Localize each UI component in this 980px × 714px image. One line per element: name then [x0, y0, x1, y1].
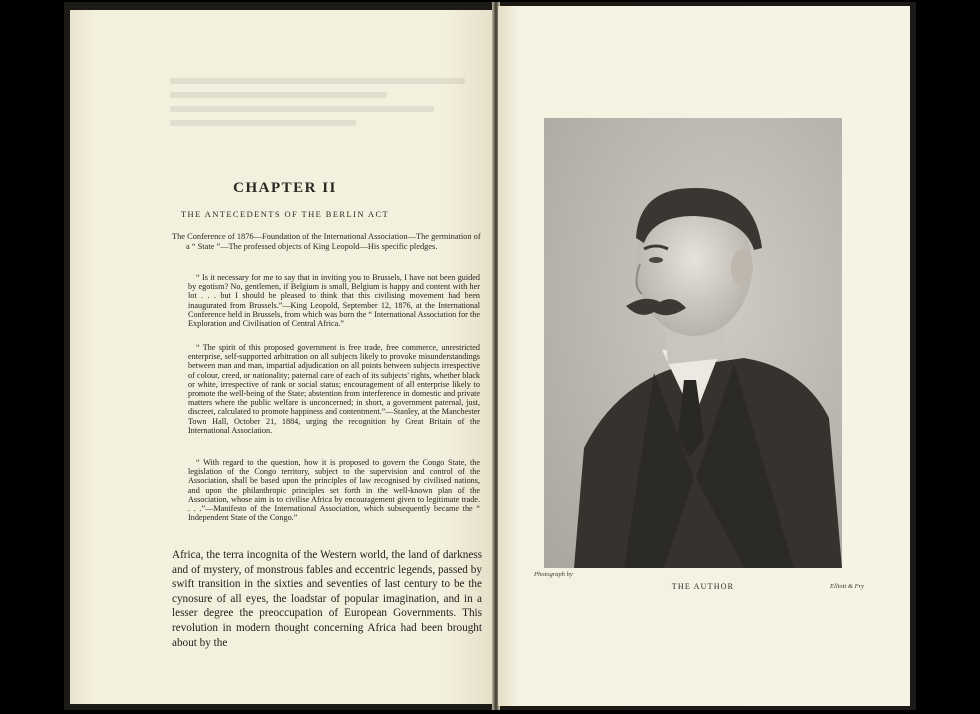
epigraph-quote-leopold: “ Is it necessary for me to say that in inviting you to Brussels, I have not been guided by egotism? No, gentlemen, if Belgium is small, Belgium is happy and content with her lot . . . but I should be pleased to think that this civilising movement had been inaugurated from Brussels.”—King Leopold, September 12, 1876, at the International Conference held in Brussels, from which was born the “ International Association for the Exploration and Civilisation of Central Africa.” [188, 273, 480, 329]
chapter-title: CHAPTER II [233, 180, 337, 196]
photo-credit-prefix: Photograph by [534, 571, 573, 578]
frontispiece-caption: THE AUTHOR [671, 582, 735, 591]
chapter-synopsis: The Conference of 1876—Foundation of the International Association—The germination of a “ State ”—The professed objects of King Leopold—His specific pledges. [172, 232, 481, 251]
author-portrait-photo [544, 118, 842, 568]
photographer-name: Elliott & Fry [830, 583, 864, 590]
portrait-figure [544, 118, 842, 568]
bleed-through-text [170, 70, 480, 150]
chapter-subtitle: THE ANTECEDENTS OF THE BERLIN ACT [180, 209, 390, 219]
open-book [64, 2, 916, 710]
chapter-body-text: Africa, the terra incognita of the Western world, the land of darkness and of mystery, of monstrous fables and eccentric legends, passed by swift transition in the sixties and seventies of last century to be the cynosure of all eyes, the loadstar of popular imagination, and in a lesser degree the preoccupation of European Governments. This revolution in modern thought concerning Africa had been brought about by the [172, 549, 482, 649]
epigraph-quote-manifesto: “ With regard to the question, how it is proposed to govern the Congo State, the legislation of the Congo territory, subject to the supervision and control of the Association, shall be based upon the principles of law recognised by civilised nations, and upon the philanthropic principles set forth in the well-known plan of the Association, whose aim is to civilise Africa by encouragement given to legitimate trade. . . .”—Manifesto of the International Association, which subsequently became the “ Independent State of the Congo.” [188, 458, 480, 523]
right-page [498, 6, 910, 706]
epigraph-quote-stanley: “ The spirit of this proposed government is free trade, free commerce, unrestricted enterprise, self-supported arbitration on all subjects likely to provoke misunderstandings between man and man, impartial adjudication on all points between subjects irrespective of colour, creed, or nationality; paternal care of each of its subjects' rights, whether black or white, irrespective of rank or social status; encouragement of all enterprise likely to promote the well-being of the State; abstention from interference in domestic and private matters where the public welfare is unconcerned; in short, a government paternal, just, discreet, calculated to promote happiness and contentment.”—Stanley, at the Manchester Town Hall, October 21, 1884, urging the recognition by Great Britain of the International Association. [188, 343, 480, 435]
left-page [70, 10, 494, 704]
